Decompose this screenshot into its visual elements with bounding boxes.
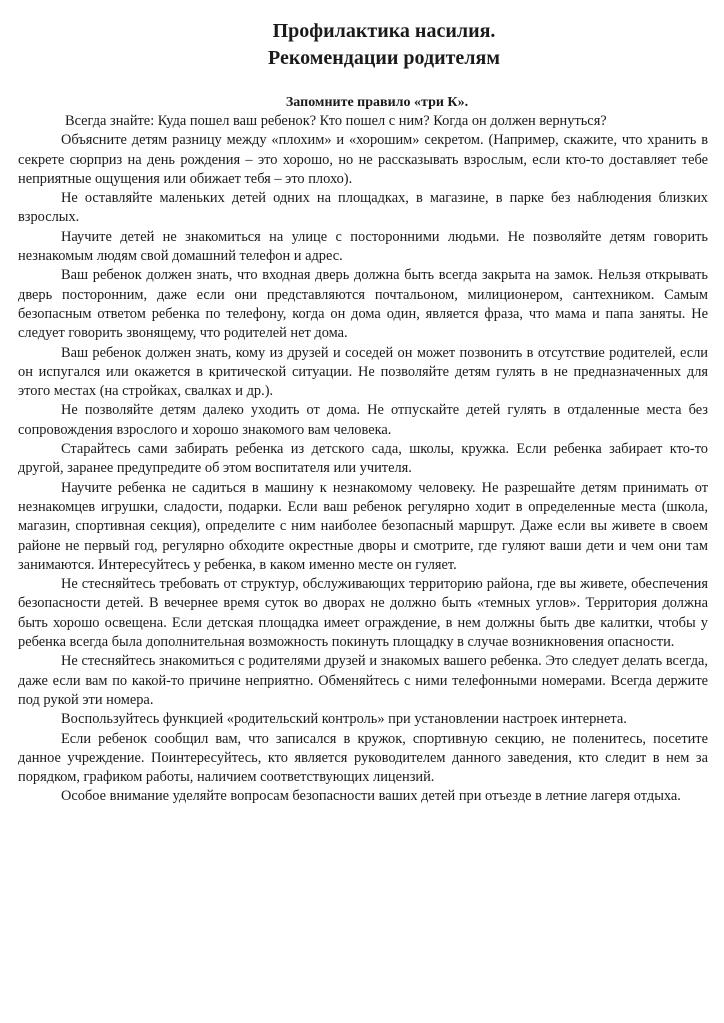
document-body	[18, 112, 708, 807]
paragraph: Научите ребенка не садиться в машину к незнакомому человеку. Не разрешайте детям принимать от незнакомцев игрушки, сладости, подарки. Если ваш ребенок регулярно ходит в определенные места (школа, магазин, спортивная секция), определите с ним наиболее безопасный маршрут. Даже если вы живете в своем районе не первый год, регулярно обходите окрестные дворы и смотрите, где гуляют ваши дети и чем они там занимаются. Интересуйтесь у ребенка, в каком именно месте он гуляет.	[18, 479, 708, 573]
title-line-1: Профилактика насилия.	[272, 20, 496, 42]
document-title	[0, 18, 724, 72]
paragraph: Старайтесь сами забирать ребенка из детского сада, школы, кружка. Если ребенка забирает кто-то другой, заранее предупредите об этом воспитателя или учителя.	[18, 441, 708, 477]
paragraph: Объясните детям разницу между «плохим» и «хорошим» секретом. (Например, скажите, что хранить в секрете сюрприз на день рождения – это хорошо, но не рассказывать взрослым, если кто-то доставляет тебе неприятные ощущения или обижает тебя – это плохо).	[18, 132, 708, 187]
paragraph: Всегда знайте: Куда пошел ваш ребенок? Кто пошел с ним? Когда он должен вернуться?	[65, 113, 607, 129]
paragraph: Если ребенок сообщил вам, что записался в кружок, спортивную секцию, не поленитесь, посетите данное учреждение. Поинтересуйтесь, кто является руководителем данного заведения, кто следит в нем за порядком, графиком работы, наличием соответствующих лицензий.	[18, 730, 708, 786]
paragraph: Не стесняйтесь знакомиться с родителями друзей и знакомых вашего ребенка. Это следует делать всегда, даже если вам по какой-то причине неприятно. Обменяйтесь с ними телефонными номерами. Всегда держите под рукой эти номера.	[18, 653, 708, 708]
paragraph: Не стесняйтесь требовать от структур, обслуживающих территорию района, где вы живете, обеспечения безопасности детей. В вечернее время суток во дворах не должно быть «темных углов». Территория должна быть хорошо освещена. Если детская площадка имеет ограждение, в нем должны быть две калитки, чтобы у ребенка всегда была дополнительная возможность покинуть площадку в случае возникновения опасности.	[18, 576, 708, 651]
paragraph: Воспользуйтесь функцией «родительский контроль» при установлении настроек интернета.	[61, 711, 627, 728]
paragraph: Ваш ребенок должен знать, что входная дверь должна быть всегда закрыта на замок. Нельзя открывать дверь посторонним, даже если они представляются почтальоном, милиционером, сантехником. Самым безопасным ответом ребенка по телефону, когда он дома один, является фраза, что мама и папа заняты. Не следует говорить звонящему, что родителей нет дома.	[18, 267, 708, 342]
paragraph: Ваш ребенок должен знать, кому из друзей и соседей он может позвонить в отсутствие родителей, если он испугался или окажется в критической ситуации. Не позволяйте детям гулять в не предназначенных для этого местах (на стройках, свалках и др.).	[18, 344, 708, 400]
paragraph: Не позволяйте детям далеко уходить от дома. Не отпускайте детей гулять в отдаленные места без сопровождения взрослого и хорошо знакомого вам человека.	[18, 402, 708, 438]
title-line-2: Рекомендации родителям	[268, 47, 500, 69]
paragraph: Научите детей не знакомиться на улице с посторонними людьми. Не позволяйте детям говорить незнакомым людям свой домашний телефон и адрес.	[18, 228, 708, 265]
paragraph: Особое внимание уделяйте вопросам безопасности ваших детей при отъезде в летние лагеря отдыха.	[61, 788, 681, 805]
rule-heading: Запомните правило «три К».	[285, 95, 469, 110]
paragraph: Не оставляйте маленьких детей одних на площадках, в магазине, в парке без наблюдения близких взрослых.	[18, 190, 708, 226]
